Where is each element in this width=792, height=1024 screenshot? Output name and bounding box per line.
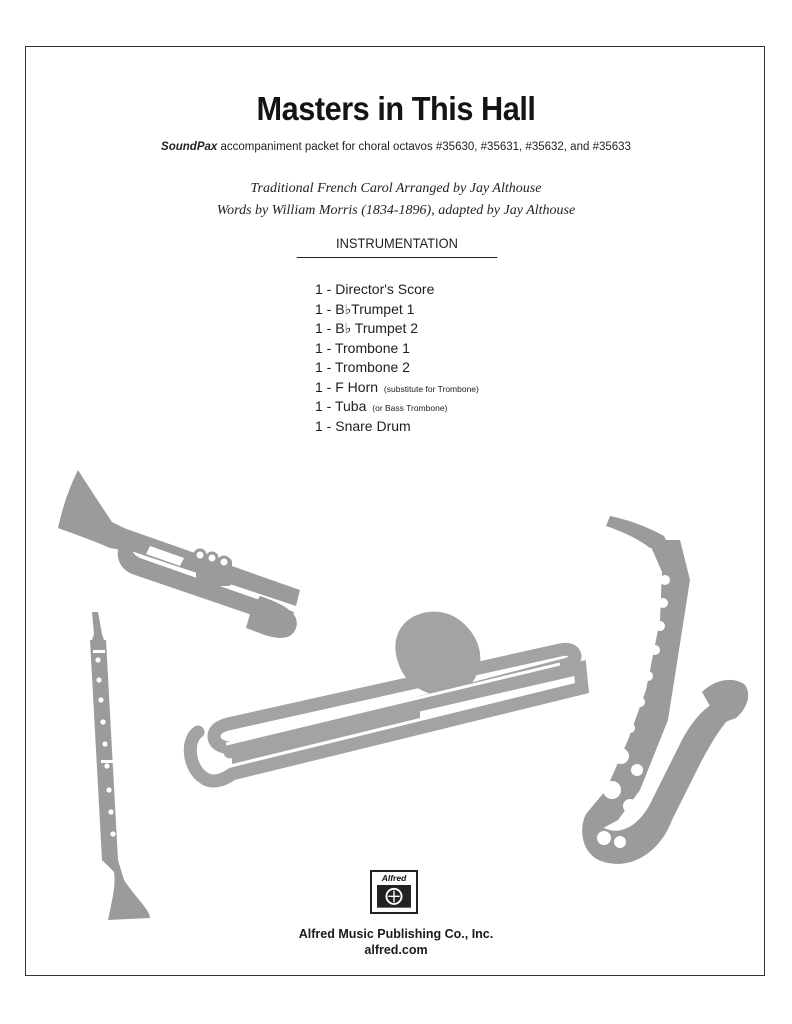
publisher-url: alfred.com [364,943,428,957]
item-note: (or Bass Trombone) [372,403,448,413]
list-item: 1 - F Horn (substitute for Trombone) [315,378,479,395]
publisher-info [0,926,792,958]
arranger-credit: Traditional French Carol Arranged by Jay Althouse [250,181,542,196]
list-item: 1 - Director's Score [315,281,435,297]
list-item: 1 - Trombone 1 [315,339,410,356]
list-item: 1 - Tuba (or Bass Trombone) [315,398,448,414]
trombone-illustration [190,612,582,781]
list-item: 1 - B♭ Trumpet 2 [315,320,419,336]
list-item: 1 - Snare Drum [315,417,411,434]
saxophone-illustration [582,516,748,864]
publisher-name: Alfred Music Publishing Co., Inc. [298,927,494,941]
instrumentation-heading: INSTRUMENTATION [297,235,498,258]
page-title: Masters in This Hall [256,90,536,127]
alfred-logo [370,870,418,914]
clarinet-illustration [90,612,150,920]
subtitle-text: accompaniment packet for choral octavos #35630, #35631, #35632, and #35633 [217,141,631,153]
item-note: (substitute for Trombone) [383,383,479,394]
words-credit: Words by William Morris (1834-1896), adapted by Jay Althouse [216,203,576,218]
brand-name: SoundPax [161,141,218,153]
list-item: 1 - B♭Trumpet 1 [315,300,415,317]
logo-wordmark: Alfred [381,873,407,883]
list-item: 1 - Trombone 2 [315,359,410,375]
logo-emblem [377,885,411,908]
